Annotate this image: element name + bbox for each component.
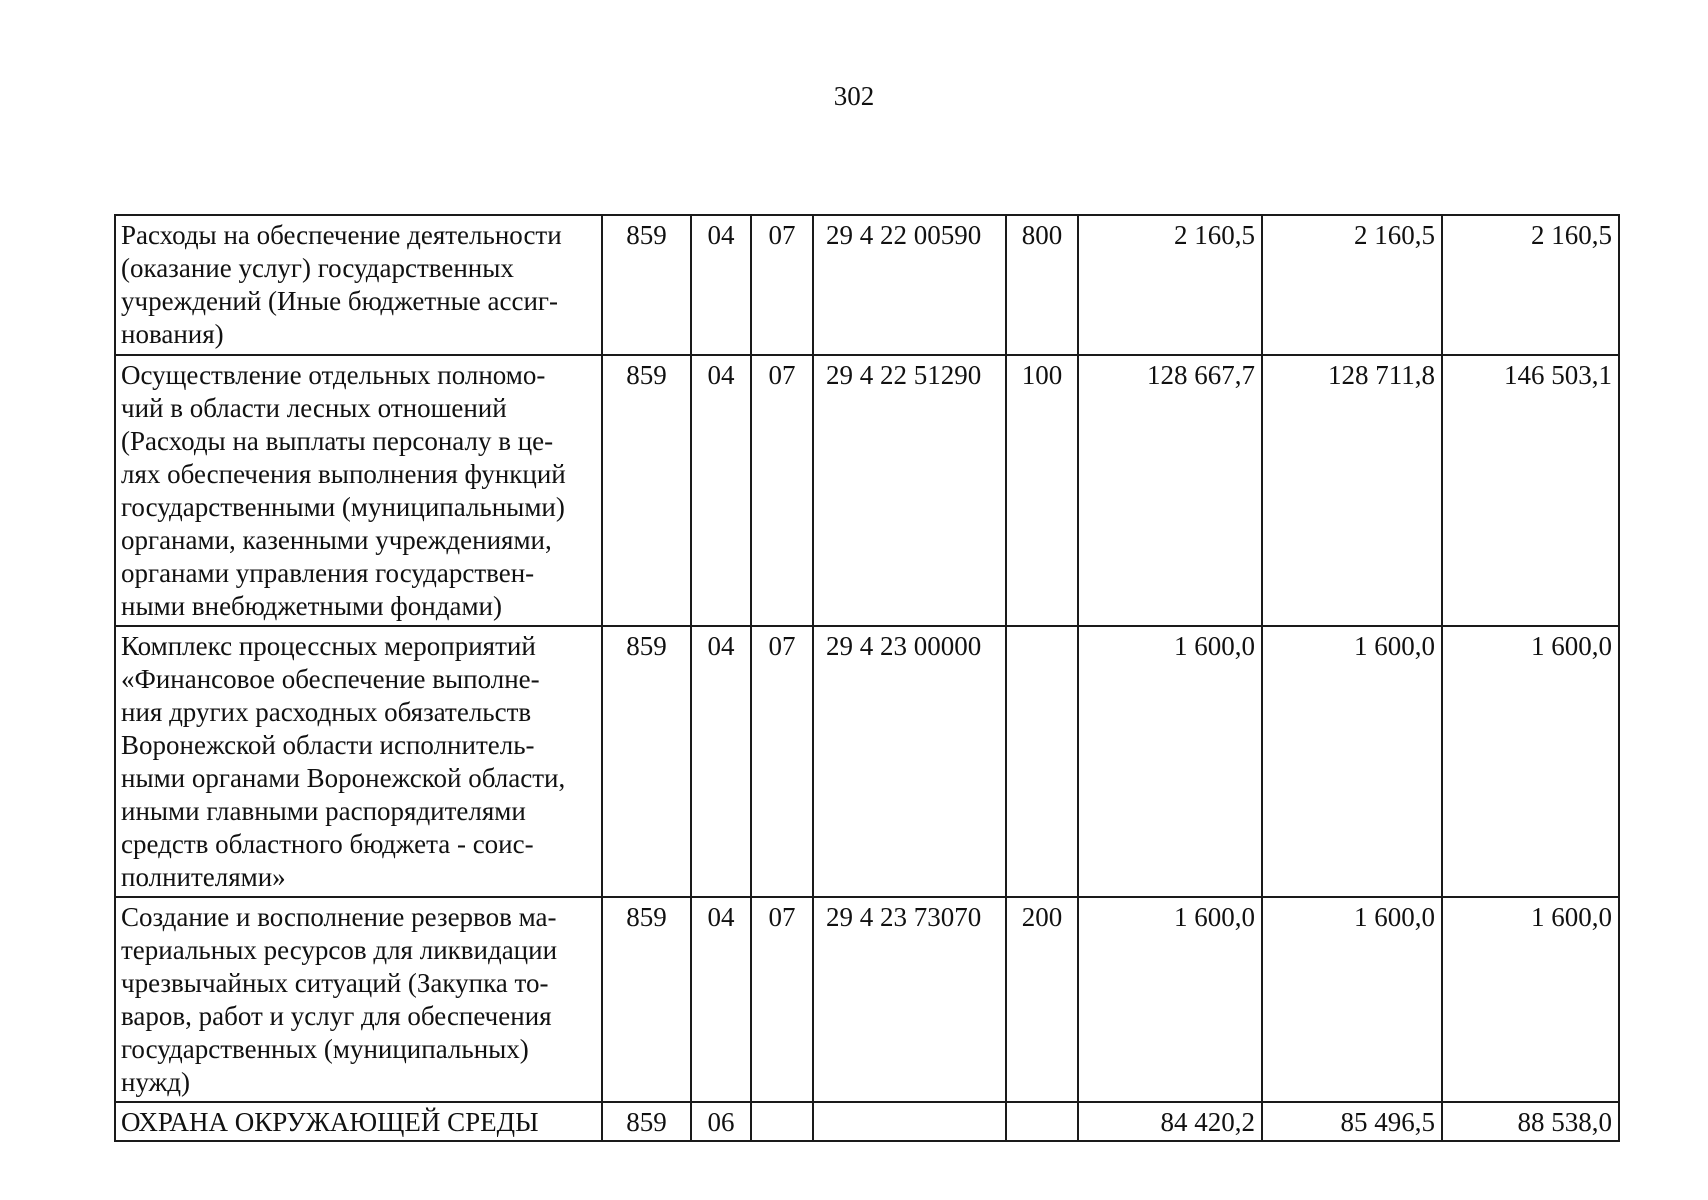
expense-name-line: государственными (муниципальными) xyxy=(121,492,565,522)
expense-name-line: органами, казенными учреждениями, xyxy=(121,525,552,555)
grbs-cell: 859 xyxy=(602,626,691,897)
amount-year2-cell: 85 496,5 xyxy=(1262,1102,1442,1141)
section-cell: 04 xyxy=(691,626,751,897)
expense-name-line: нования) xyxy=(121,319,224,349)
table-row xyxy=(115,215,1619,355)
grbs-cell: 859 xyxy=(602,215,691,355)
amount-year1-cell: 84 420,2 xyxy=(1078,1102,1262,1141)
amount-year3-cell: 146 503,1 xyxy=(1442,355,1619,626)
expense-name-line: ными внебюджетными фондами) xyxy=(121,591,502,621)
expense-name-cell xyxy=(115,1102,602,1141)
amount-year1-cell: 128 667,7 xyxy=(1078,355,1262,626)
expense-type-cell: 800 xyxy=(1006,215,1078,355)
amount-year1-cell: 1 600,0 xyxy=(1078,897,1262,1102)
section-cell: 04 xyxy=(691,215,751,355)
amount-year1-cell: 2 160,5 xyxy=(1078,215,1262,355)
amount-year3-cell: 2 160,5 xyxy=(1442,215,1619,355)
section-cell: 06 xyxy=(691,1102,751,1141)
target-article-cell: 29 4 23 73070 xyxy=(813,897,1006,1102)
table-row xyxy=(115,897,1619,1102)
subsection-cell: 07 xyxy=(751,626,813,897)
expense-type-cell: 200 xyxy=(1006,897,1078,1102)
page-number: 302 xyxy=(833,81,875,111)
amount-year3-cell: 1 600,0 xyxy=(1442,897,1619,1102)
expense-name-line: Расходы на обеспечение деятельности xyxy=(121,220,562,250)
expense-name-cell xyxy=(115,626,602,897)
grbs-cell: 859 xyxy=(602,355,691,626)
amount-year2-cell: 1 600,0 xyxy=(1262,897,1442,1102)
table-row xyxy=(115,355,1619,626)
target-article-cell: 29 4 22 51290 xyxy=(813,355,1006,626)
expense-name-line: органами управления государствен- xyxy=(121,558,535,588)
expense-name-line: Воронежской области исполнитель- xyxy=(121,730,535,760)
expense-name-line: (Расходы на выплаты персоналу в це- xyxy=(121,426,554,456)
expense-name-line: чрезвычайных ситуаций (Закупка то- xyxy=(121,968,549,998)
expense-name-line: варов, работ и услуг для обеспечения xyxy=(121,1001,552,1031)
target-article-cell: 29 4 23 00000 xyxy=(813,626,1006,897)
subsection-cell: 07 xyxy=(751,897,813,1102)
expense-name-line: ОХРАНА ОКРУЖАЮЩЕЙ СРЕДЫ xyxy=(121,1107,539,1137)
amount-year1-cell: 1 600,0 xyxy=(1078,626,1262,897)
expense-name-line: ными органами Воронежской области, xyxy=(121,763,566,793)
expense-type-cell xyxy=(1006,1102,1078,1141)
expense-name-cell xyxy=(115,897,602,1102)
subsection-cell: 07 xyxy=(751,355,813,626)
expense-name-line: «Финансовое обеспечение выполне- xyxy=(121,664,540,694)
expense-name-cell xyxy=(115,355,602,626)
expense-name-line: государственных (муниципальных) xyxy=(121,1034,529,1064)
expense-name-line: ния других расходных обязательств xyxy=(121,697,532,727)
expense-name-line: Осуществление отдельных полномо- xyxy=(121,360,546,390)
expense-name-cell xyxy=(115,215,602,355)
table-row xyxy=(115,1102,1619,1141)
grbs-cell: 859 xyxy=(602,1102,691,1141)
subsection-cell xyxy=(751,1102,813,1141)
budget-table xyxy=(114,214,1620,1142)
amount-year2-cell: 1 600,0 xyxy=(1262,626,1442,897)
section-cell: 04 xyxy=(691,897,751,1102)
subsection-cell: 07 xyxy=(751,215,813,355)
target-article-cell: 29 4 22 00590 xyxy=(813,215,1006,355)
expense-type-cell xyxy=(1006,626,1078,897)
section-cell: 04 xyxy=(691,355,751,626)
expense-name-line: териальных ресурсов для ликвидации xyxy=(121,935,558,965)
amount-year2-cell: 128 711,8 xyxy=(1262,355,1442,626)
expense-name-line: чий в области лесных отношений xyxy=(121,393,507,423)
amount-year3-cell: 1 600,0 xyxy=(1442,626,1619,897)
amount-year2-cell: 2 160,5 xyxy=(1262,215,1442,355)
table-row xyxy=(115,626,1619,897)
expense-name-line: иными главными распорядителями xyxy=(121,796,526,826)
expense-name-line: нужд) xyxy=(121,1067,190,1097)
expense-name-line: полнителями» xyxy=(121,862,286,892)
expense-name-line: учреждений (Иные бюджетные ассиг- xyxy=(121,286,558,316)
expense-name-line: средств областного бюджета - соис- xyxy=(121,829,534,859)
expense-name-line: Комплекс процессных мероприятий xyxy=(121,631,536,661)
target-article-cell xyxy=(813,1102,1006,1141)
expense-name-line: лях обеспечения выполнения функций xyxy=(121,459,566,489)
expense-name-line: (оказание услуг) государственных xyxy=(121,253,514,283)
expense-type-cell: 100 xyxy=(1006,355,1078,626)
grbs-cell: 859 xyxy=(602,897,691,1102)
amount-year3-cell: 88 538,0 xyxy=(1442,1102,1619,1141)
expense-name-line: Создание и восполнение резервов ма- xyxy=(121,902,557,932)
